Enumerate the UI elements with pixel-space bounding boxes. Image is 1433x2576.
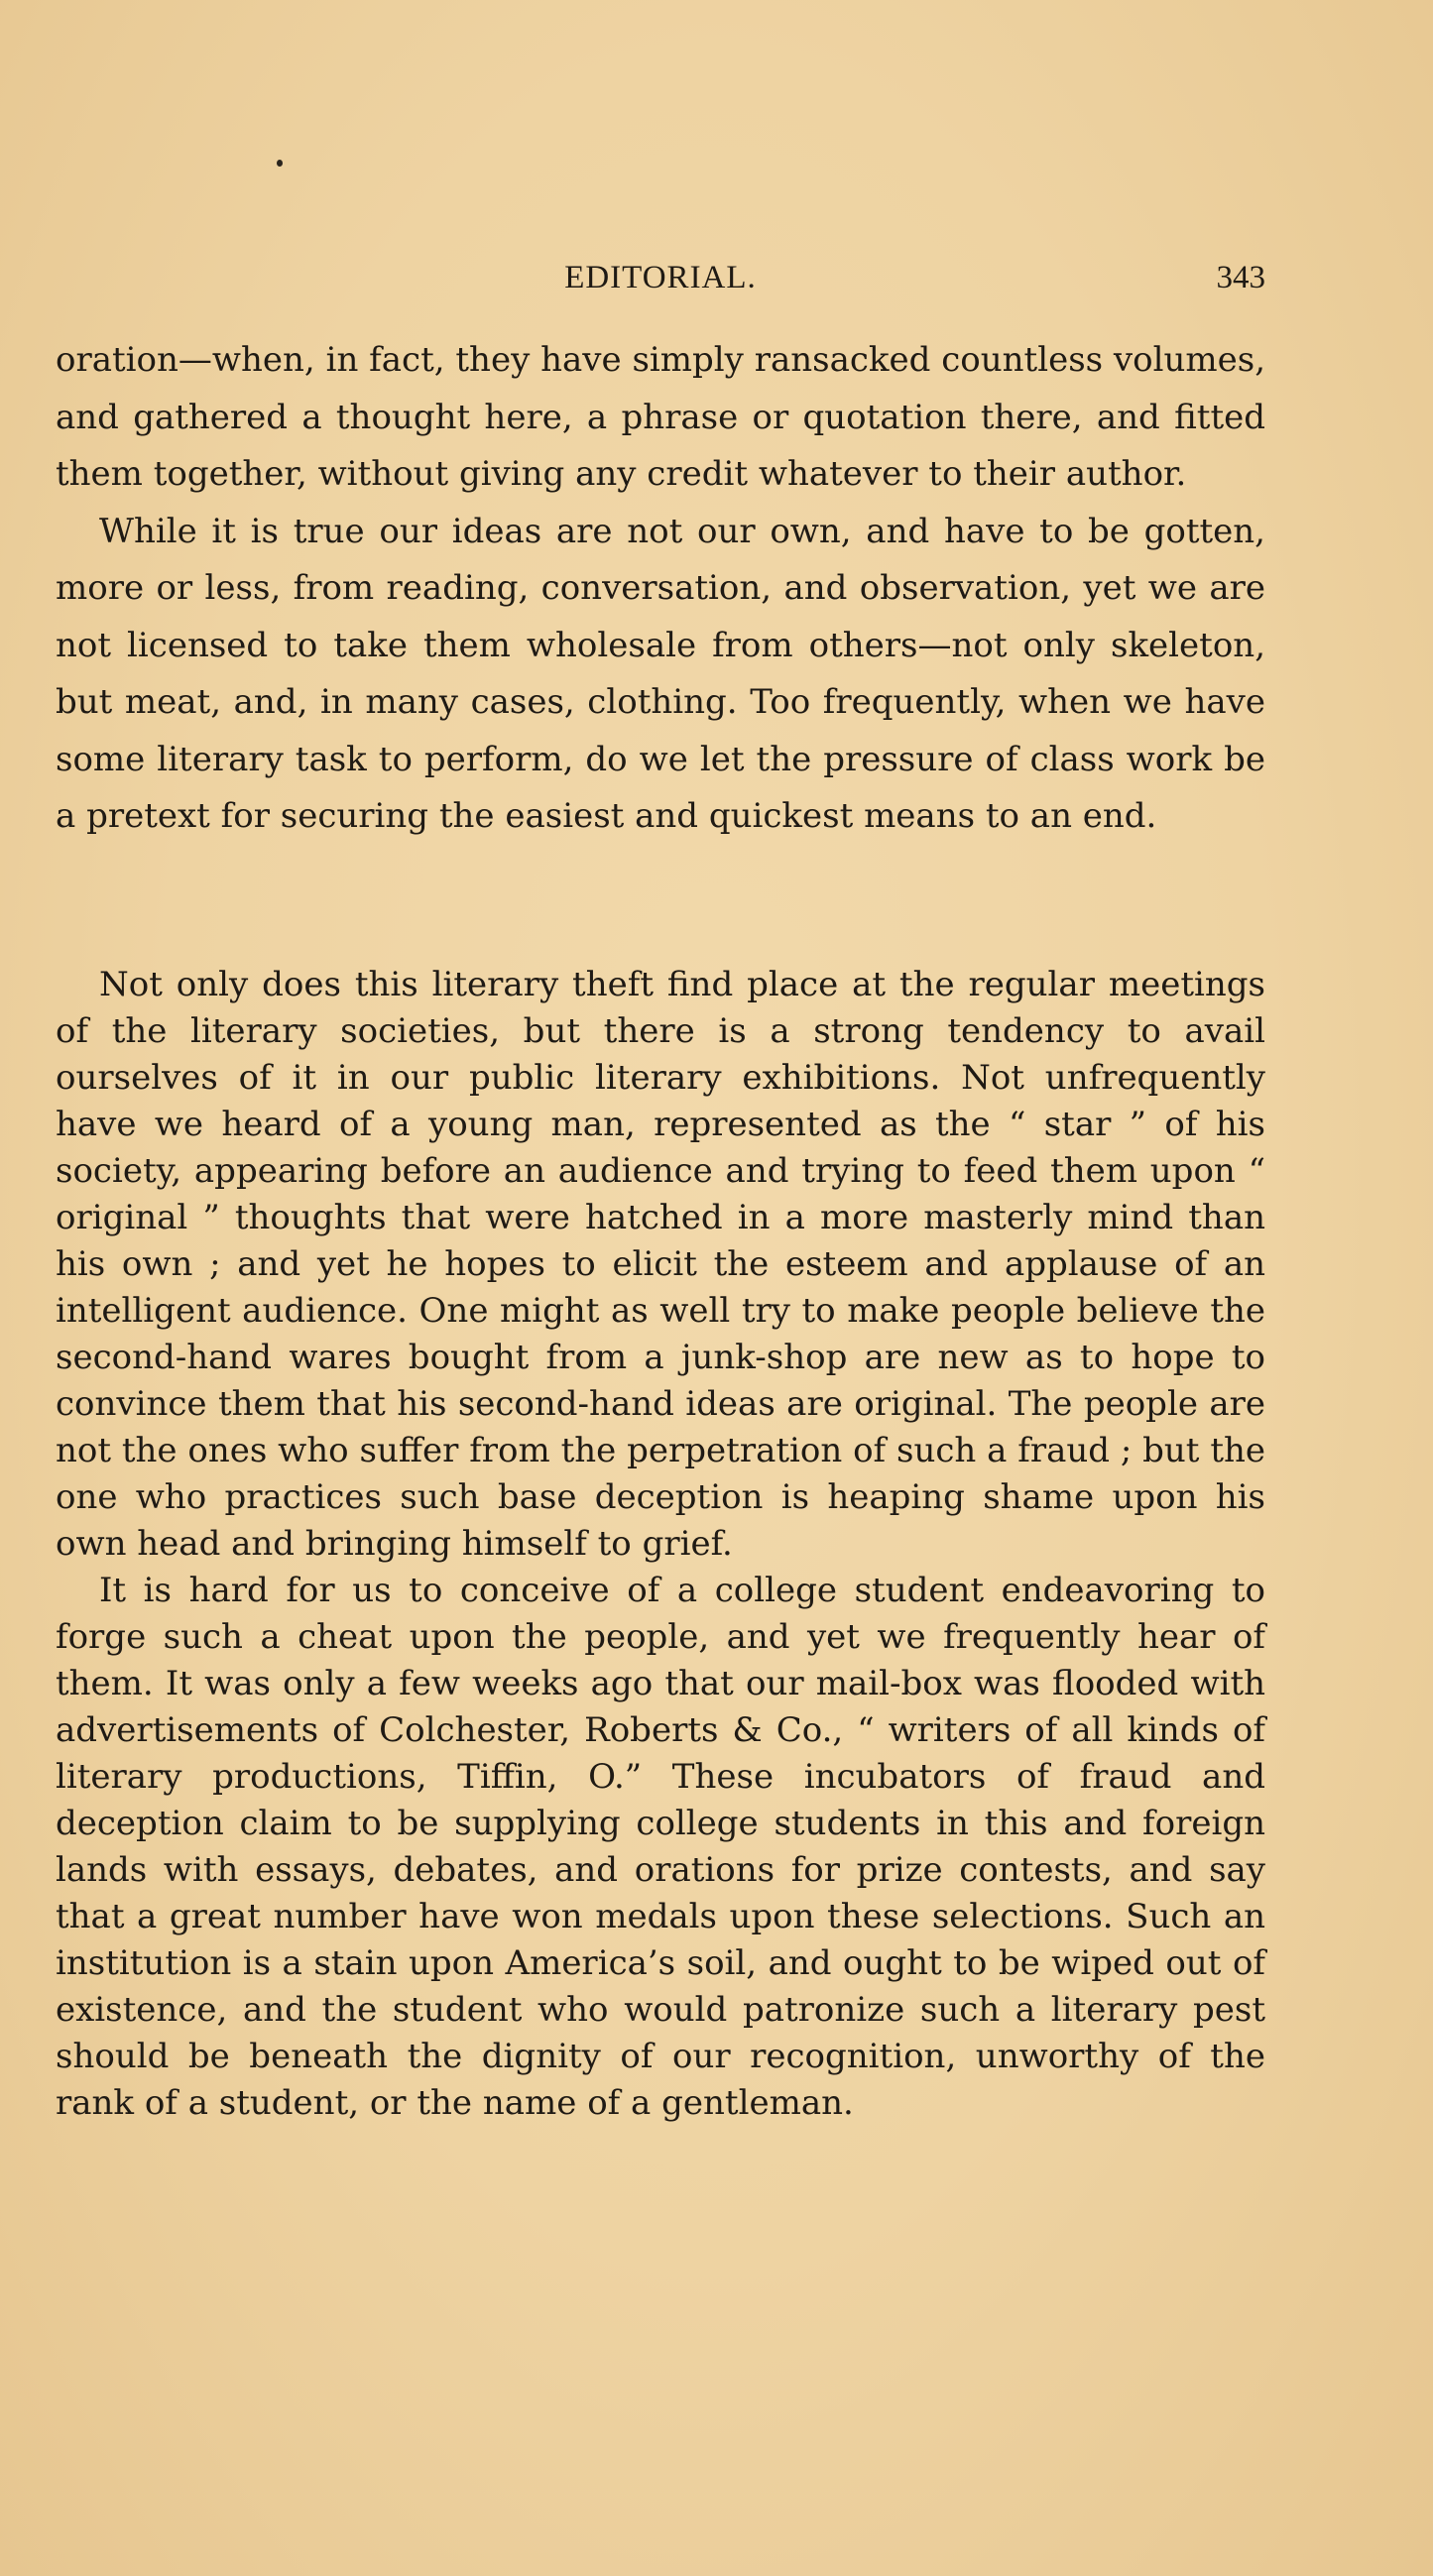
- page-header: [56, 260, 1265, 309]
- paragraph-3: Not only does this literary theft find place at the regular meetings of the literary societies, but there is a strong tendency to avail ourselves of it in our public literary exhibitions. Not unfrequently have we heard of a young man, represented as the “ star ” of his society, appearing before an audience and trying to feed them upon “ original ” thoughts that were hatched in a more masterly mind than his own ; and yet he hopes to elicit the esteem and applause of an intelligent audience. One might as well try to make people believe the second-hand wares bought from a junk-shop are new as to hope to convince them that his second-hand ideas are original. The people are not the ones who suffer from the perpetration of such a fraud ; but the one who practices such base deception is heaping shame upon his own head and bringing himself to grief.: [56, 965, 1265, 1564]
- ink-speck: [277, 160, 283, 167]
- body-text-upper: [56, 332, 1265, 846]
- paragraph-1: oration—when, in fact, they have simply ransacked countless volumes, and gathered a thought here, a phrase or quotation there, and fitted them together, without giving any credit whatever to their author.: [56, 340, 1265, 494]
- running-head: EDITORIAL.: [564, 260, 757, 295]
- paragraph-2: While it is true our ideas are not our own, and have to be gotten, more or less, from reading, conversation, and observation, yet we are not licensed to take them wholesale from others—not only skeleton, but meat, and, in many cases, clothing. Too frequently, when we have some literary task to perform, do we let the pressure of class work be a pretext for securing the easiest and quickest means to an end.: [56, 511, 1265, 836]
- body-text-lower: [56, 962, 1265, 2127]
- page-number: 343: [1216, 260, 1265, 295]
- paragraph-4: It is hard for us to conceive of a college student endeavoring to forge such a cheat upon the people, and yet we frequently hear of them. It was only a few weeks ago that our mail-box was flooded with advertisements of Colchester, Roberts & Co., “ writers of all kinds of literary productions, Tiffin, O.” These incubators of fraud and deception claim to be supplying college students in this and foreign lands with essays, debates, and orations for prize contests, and say that a great number have won medals upon these selections. Such an institution is a stain upon America’s soil, and ought to be wiped out of existence, and the student who would patronize such a literary pest should be beneath the dignity of our recognition, unworthy of the rank of a student, or the name of a gentleman.: [56, 1571, 1265, 2123]
